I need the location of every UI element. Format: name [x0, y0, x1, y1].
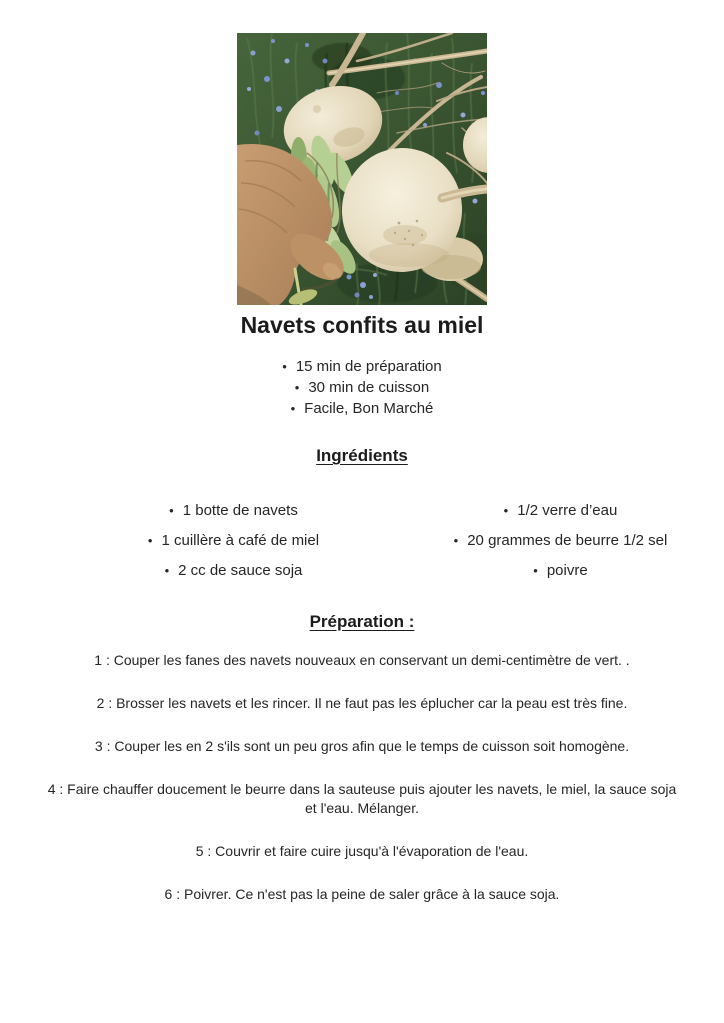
ingredient-item: [70, 556, 397, 586]
ingredient-text: poivre: [546, 562, 588, 579]
ingredients-heading: Ingrédients: [316, 446, 408, 465]
ingredient-item: [397, 556, 724, 586]
meta-text: 15 min de préparation: [295, 358, 442, 375]
preparation-heading: Préparation :: [309, 612, 415, 631]
recipe-meta-list: [0, 356, 724, 419]
ingredient-text: 1 botte de navets: [182, 502, 298, 519]
meta-item-preparation-time: [0, 356, 724, 377]
recipe-photo: [237, 33, 487, 305]
ingredients-column-right: [397, 496, 724, 586]
ingredients-column-left: [0, 496, 397, 586]
step-2: 2 : Brosser les navets et les rincer. Il ne faut pas les éplucher car la peau est très fine.: [96, 695, 628, 711]
ingredients-columns: [0, 496, 724, 586]
step-4: 4 : Faire chauffer doucement le beurre dans la sauteuse puis ajouter les navets, le miel, la sauce soja et l'eau. Mélanger.: [47, 781, 677, 816]
ingredient-text: 1/2 verre d’eau: [517, 502, 618, 519]
ingredient-item: [70, 526, 397, 556]
turnips-photo-illustration: [237, 33, 487, 305]
meta-item-difficulty-cost: [0, 398, 724, 419]
step-5: 5 : Couvrir et faire cuire jusqu'à l'évaporation de l'eau.: [195, 843, 529, 859]
ingredient-text: 2 cc de sauce soja: [178, 562, 303, 579]
ingredient-text: 1 cuillère à café de miel: [161, 532, 320, 549]
preparation-steps: [0, 651, 724, 904]
meta-text: 30 min de cuisson: [308, 379, 430, 396]
step-1: 1 : Couper les fanes des navets nouveaux en conservant un demi-centimètre de vert. .: [94, 652, 630, 668]
step-3: 3 : Couper les en 2 s'ils sont un peu gros afin que le temps de cuisson soit homogène.: [94, 738, 630, 754]
step-6: 6 : Poivrer. Ce n'est pas la peine de saler grâce à la sauce soja.: [164, 886, 560, 902]
meta-text: Facile, Bon Marché: [304, 400, 434, 417]
ingredient-item: [397, 496, 724, 526]
recipe-title: Navets confits au miel: [240, 312, 484, 338]
ingredient-item: [397, 526, 724, 556]
meta-item-cooking-time: [0, 377, 724, 398]
ingredient-item: [70, 496, 397, 526]
ingredient-text: 20 grammes de beurre 1/2 sel: [467, 532, 668, 549]
